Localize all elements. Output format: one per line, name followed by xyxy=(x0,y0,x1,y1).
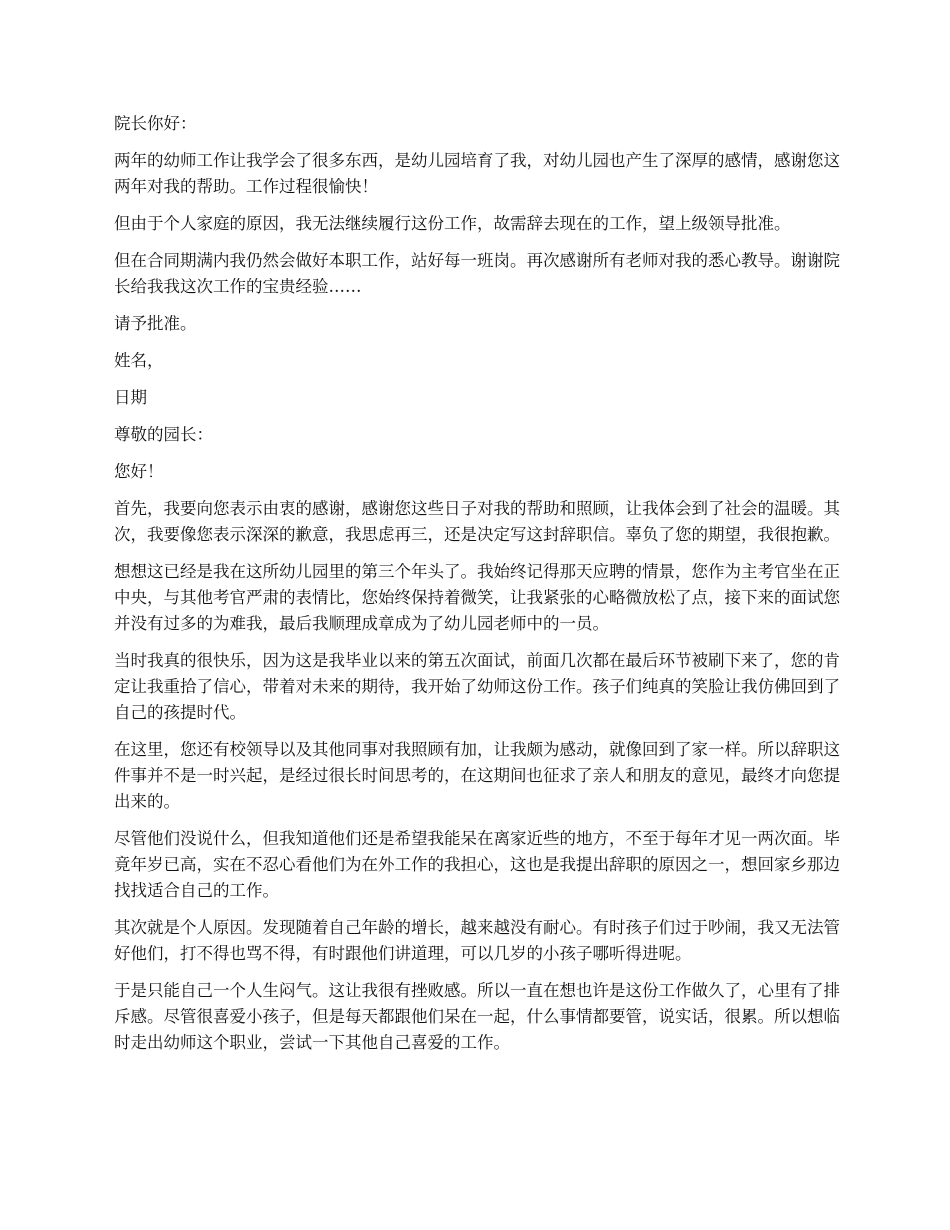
paragraph: 您好！ xyxy=(114,462,164,481)
paragraph: 姓名， xyxy=(114,351,164,370)
paragraph: 院长你好： xyxy=(114,114,197,133)
paragraph: 其次就是个人原因。发现随着自己年龄的增长，越来越没有耐心。有时孩子们过于吵闹，我又无法管好他们，打不得也骂不得，有时跟他们讲道理，可以几岁的小孩子哪听得进呢。 xyxy=(114,918,840,963)
paragraph: 尽管他们没说什么，但我知道他们还是希望我能呆在离家近些的地方，不至于每年才见一两次面。毕竟年岁已高，实在不忍心看他们为在外工作的我担心，这也是我提出辞职的原因之一，想回家乡那边找找适合自己的工作。 xyxy=(114,829,840,900)
paragraph: 尊敬的园长： xyxy=(114,425,213,444)
paragraph: 于是只能自己一个人生闷气。这让我很有挫败感。所以一直在想也许是这份工作做久了，心里有了排斥感。尽管很喜爱小孩子，但是每天都跟他们呆在一起，什么事情都要管，说实话，很累。所以想临时走出幼师这个职业，尝试一下其他自己喜爱的工作。 xyxy=(114,981,840,1052)
paragraph: 两年的幼师工作让我学会了很多东西，是幼儿园培育了我，对幼儿园也产生了深厚的感情，感谢您这两年对我的帮助。工作过程很愉快！ xyxy=(114,151,840,196)
paragraph: 当时我真的很快乐，因为这是我毕业以来的第五次面试，前面几次都在最后环节被刷下来了，您的肯定让我重拾了信心，带着对未来的期待，我开始了幼师这份工作。孩子们纯真的笑脸让我仿佛回到了自己的孩提时代。 xyxy=(114,651,840,722)
paragraph: 首先，我要向您表示由衷的感谢，感谢您这些日子对我的帮助和照顾，让我体会到了社会的温暖。其次，我要像您表示深深的歉意，我思虑再三，还是决定写这封辞职信。辜负了您的期望，我很抱歉。 xyxy=(114,499,840,544)
paragraph: 但在合同期满内我仍然会做好本职工作，站好每一班岗。再次感谢所有老师对我的悉心教导。谢谢院长给我我这次工作的宝贵经验…… xyxy=(114,251,840,296)
paragraph: 请予批准。 xyxy=(114,314,197,333)
paragraph: 想想这已经是我在这所幼儿园里的第三个年头了。我始终记得那天应聘的情景，您作为主考官坐在正中央，与其他考官严肃的表情比，您始终保持着微笑，让我紧张的心略微放松了点，接下来的面试您并没有过多的为难我，最后我顺理成章成为了幼儿园老师中的一员。 xyxy=(114,562,840,633)
document-body xyxy=(114,111,840,1067)
paragraph: 在这里，您还有校领导以及其他同事对我照顾有加，让我颇为感动，就像回到了家一样。所以辞职这件事并不是一时兴起，是经过很长时间思考的，在这期间也征求了亲人和朋友的意见，最终才向您提出来的。 xyxy=(114,740,840,811)
paragraph: 但由于个人家庭的原因，我无法继续履行这份工作，故需辞去现在的工作，望上级领导批准。 xyxy=(114,214,791,233)
paragraph: 日期 xyxy=(114,388,147,407)
